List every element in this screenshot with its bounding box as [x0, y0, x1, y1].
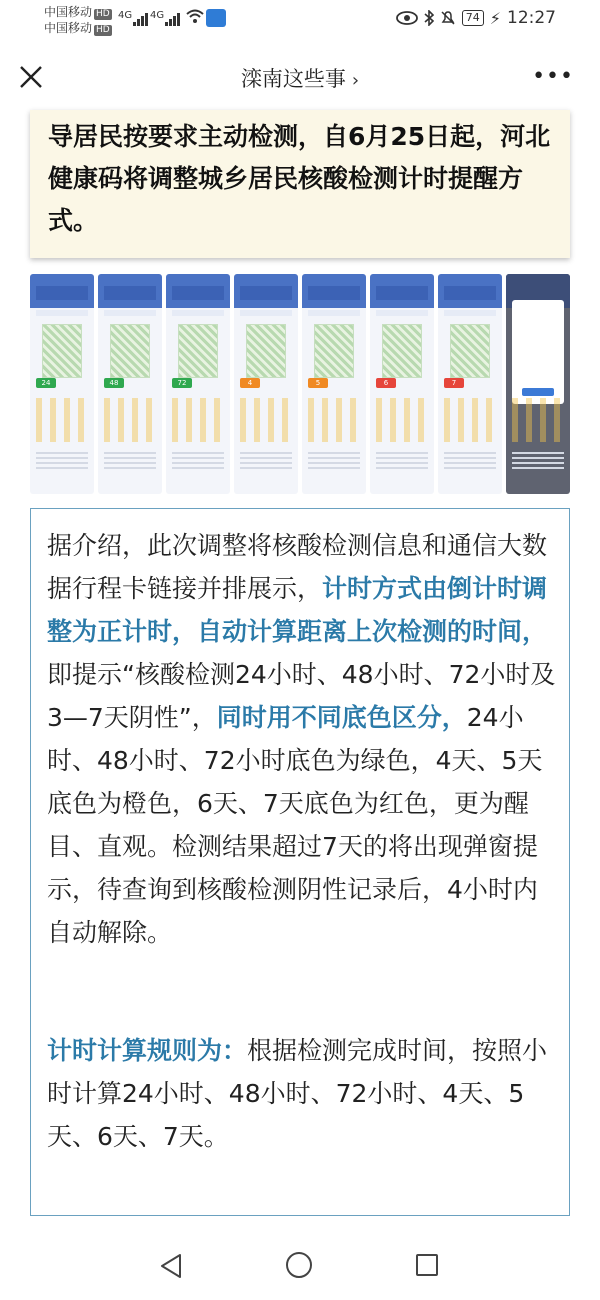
- paragraph-2: 计时计算规则为：根据检测完成时间，按照小时计算24小时、48小时、72小时、4天、5天、6天、7天。: [47, 1036, 548, 1151]
- article-body: [30, 508, 570, 1216]
- account-name: 滦南这些事: [240, 67, 346, 91]
- timer-badge: 72: [172, 378, 192, 388]
- charging-icon: ⚡: [489, 8, 501, 28]
- system-nav-bar: [0, 1240, 600, 1300]
- chevron-right-icon: ›: [351, 70, 360, 91]
- network-type-2: 4G: [150, 10, 165, 21]
- headline-text: 导居民按要求主动检测，自6月25日起，河北健康码将调整城乡居民核酸检测计时提醒方式。: [48, 122, 551, 235]
- home-circle-icon[interactable]: [286, 1252, 312, 1278]
- app-notification-icon: [206, 9, 226, 27]
- back-triangle-icon[interactable]: [158, 1252, 184, 1280]
- timer-badge: 4: [240, 378, 260, 388]
- timer-badge: 5: [308, 378, 328, 388]
- screenshot-4d: [234, 274, 298, 494]
- eye-icon: [396, 11, 418, 25]
- recent-apps-icon[interactable]: [416, 1254, 438, 1276]
- screenshot-48h: [98, 274, 162, 494]
- screenshot-5d: [302, 274, 366, 494]
- timer-badge: 24: [36, 378, 56, 388]
- qr-code-image: [110, 324, 150, 378]
- top-nav-bar: [0, 44, 600, 110]
- timer-badge: 6: [376, 378, 396, 388]
- screenshot-7d: [438, 274, 502, 494]
- highlight-text: 同时用不同底色区分，: [216, 703, 467, 732]
- screenshot-6d: [370, 274, 434, 494]
- signal-icon-2: [165, 12, 180, 26]
- status-bar: [0, 0, 600, 44]
- battery-icon: 74: [462, 10, 484, 26]
- bluetooth-icon: [424, 10, 434, 26]
- headline-box: [30, 110, 570, 258]
- account-title-link[interactable]: [0, 63, 600, 93]
- timer-badge: 48: [104, 378, 124, 388]
- timer-badge: 7: [444, 378, 464, 388]
- clock: 12:27: [507, 8, 556, 28]
- highlight-text: 计时方式由倒计时调整为正计时，自动计算距离上次检测的时间，: [47, 574, 548, 646]
- qr-code-image: [314, 324, 354, 378]
- paragraph-1: 据介绍，此次调整将核酸检测信息和通信大数据行程卡链接并排展示，计时方式由倒计时调整为正计时，自动计算距离上次检测的时间，即提示“核酸检测24小时、48小时、72小时及3—7天阴性”，同时用不同底色区分，24小时、48小时、72小时底色为绿色，4天、5天底色为橙色，6天、7天底色为红色，更为醒目、直观。检测结果超过7天的将出现弹窗提示，待查询到核酸检测阴性记录后，4小时内自动解除。: [47, 531, 556, 947]
- carrier-label-1: 中国移动 HD: [44, 5, 110, 19]
- screenshot-popup-warning: [506, 274, 570, 494]
- qr-code-image: [178, 324, 218, 378]
- mute-bell-icon: [440, 10, 456, 26]
- wifi-icon: [186, 8, 204, 24]
- carrier-label-2: 中国移动 HD: [44, 21, 110, 35]
- popup-dialog-image: [512, 300, 564, 404]
- qr-code-image: [42, 324, 82, 378]
- screenshot-24h: [30, 274, 94, 494]
- qr-code-image: [246, 324, 286, 378]
- health-code-screenshots[interactable]: [30, 274, 570, 494]
- more-options-button[interactable]: •••: [532, 64, 574, 89]
- highlight-text: 计时计算规则为：: [47, 1036, 248, 1065]
- qr-code-image: [450, 324, 490, 378]
- qr-code-image: [382, 324, 422, 378]
- screenshot-72h: [166, 274, 230, 494]
- network-type-1: 4G: [118, 10, 133, 21]
- signal-icon: [133, 12, 148, 26]
